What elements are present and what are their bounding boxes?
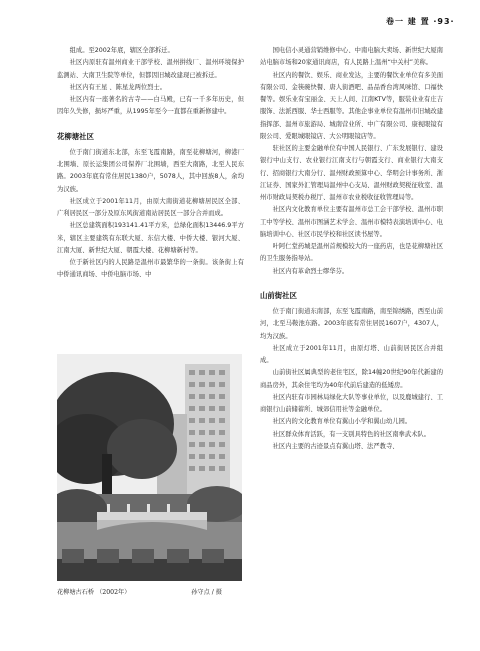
section-heading: 花柳塘社区 [57,131,94,141]
body-paragraph: 社区成立于2001年11月，由原大南街道花柳塘居民区全部、广利居民区一部分及原东风街道南站居民区一部分合并而成。 [57,197,244,217]
body-paragraph: 社区群众体育活跃，有一支别具特色的社区南拳武术队。 [272,430,431,438]
body-paragraph: 社区总建筑面积193141.41平方米，总绿化面积13446.9平方米，辖区主要建筑有东联大厦、东信大楼、中侨大楼、银河大厦、江南大厦、新世纪大厦、朝霞大楼、花柳塘新村等。 [57,222,244,254]
photo-figure [57,354,242,596]
body-paragraph: 社区内有革命烈士缪华芬。 [272,267,349,275]
body-paragraph: 叶阿仁堂药城是温州首规模较大的一座药店，也是花柳塘社区的卫生服务指导站。 [260,243,443,263]
body-paragraph: 社区内有一座著名的古寺——白马殿，已有一千多年历史，但因年久失修，损坏严重，从1995年至今一直都在重新修建中。 [57,96,244,116]
running-header: 卷一 建 置 ·93· [386,17,455,26]
body-paragraph: 社区内的文化教育单位有翼山小学和翼山幼儿园。 [272,418,412,426]
body-paragraph: 社区内的餐饮、娱乐、商业发达，主要的餐饮业单位有多美面有限公司、金筷碗快餐、唐人街酒吧、品品香台湾风味馆、口福快餐等。娱乐业有宝丽金、天上人间、江南KTV等，服装业业有庄吉服饰、法派西服、华士西服等。其他企事业单位有温州市旧城改建指挥部、温州市旅游局、城南营业所、中广有限公司、康视眼镜有限公司、爱眼城眼镜店、大公明眼镜店等。 [260,71,443,140]
body-paragraph: 社区成立于2001年11月，由原灯塔、山前街居民区合并组成。 [260,344,443,364]
stone-bridge-photo [57,354,242,581]
photo-credit: 孙守点 / 摄 [191,589,222,596]
right-column [260,45,443,453]
body-paragraph: 社区内文化教育单位主要有温州市总工会干部学校、温州市职工中等学校、温州市图涵艺术学会、温州市模特表演培训中心、电脑培训中心、社区市民学校和社区读书屋等。 [260,206,443,238]
body-paragraph: 位于南门街道东南部，东至飞霞南路，南至锦绣路，西至山前河，北至马鞍池东路。2003年底有常住居民1607户，4307人，均为汉族。 [260,308,443,340]
body-paragraph: 社区内原驻有温州商业干部学校、温州拼线厂、温州环境保护监测站、大南卫生院等单位，但都因旧城改建现已被拆迁。 [57,59,244,79]
body-paragraph: 社区内有王星 、陈星龙两位烈士。 [69,83,167,91]
body-paragraph: 组成。至2002年底，辖区全部拆迁。 [69,47,174,54]
caption-text: 花柳塘古石桥 （2002年） [57,589,131,596]
body-paragraph: 社区内主要的古迹景点有翼山塔、法严教寺、 [272,442,399,450]
left-column [57,45,244,282]
body-paragraph: 驻社区的主要金融单位有中国人民银行、广东发展银行、建设银行中山支行、农业银行江南支行与朝霞支行、商业银行大南支行、招商银行大南分行、温州财政预算中心、华明会计事务所、浙江证券、国家外汇管理局温州中心支局、温州财政契税征收室、温州市财政局契税办税厅、温州市农业税收征收管理局等。 [260,145,443,201]
body-paragraph: 国电信小灵通营销维修中心、中南电脑大卖场、新世纪大厦南站电脑市场和20家通讯商店，有人民路上温州“中关村”美称。 [260,47,443,67]
section-heading: 山前街社区 [260,290,297,300]
body-paragraph: 位于南门街道东北部，东至飞霞南路，南至花柳塘河，柳港厂北围墙、原长运集团公司保养厂北围墙，西至大南路，北至人民东路。2003年底有常住居民1380户，5078人，其中回族8人，余均为汉族。 [57,148,244,193]
photo-illustration [57,354,242,581]
photo-caption [57,587,242,596]
body-paragraph: 社区内驻有市园林局绿化大队等事业单位，以及鹿城建行、工商银行山前储蓄所、城郊信用社等金融单位。 [260,393,443,413]
body-paragraph: 位于新社区内的人民路是温州市最繁华的一条街。该条街上有中侨通讯商场、中侨电脑市场、中 [57,259,244,279]
body-paragraph: 山前街社区属典型的老住宅区，除14幢20世纪90年代新建的商品房外，其余住宅均为40年代前后建造的低矮房。 [260,369,443,389]
